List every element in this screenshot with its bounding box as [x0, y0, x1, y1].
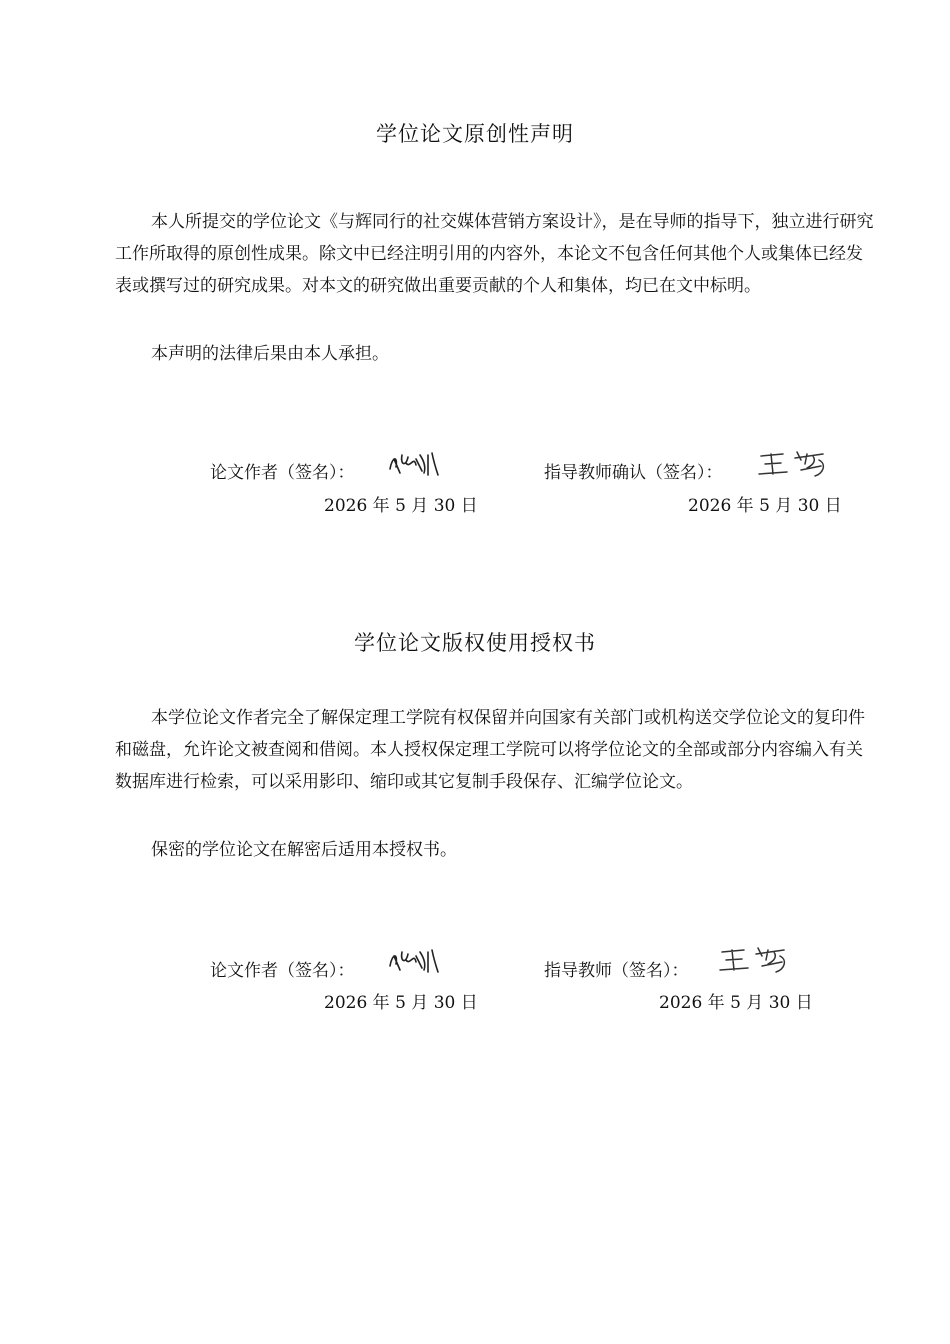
- advisor-signature-icon: [718, 942, 792, 976]
- declaration-author-date: 2026 年 5 月 30 日: [324, 496, 478, 516]
- authorization-author-label: 论文作者（签名）：: [210, 961, 355, 981]
- authorization-paragraph-1: 本学位论文作者完全了解保定理工学院有权保留并向国家有关部门或机构送交学位论文的复印件和磁盘，允许论文被查阅和借阅。本人授权保定理工学院可以将学位论文的全部或部分内容编入有关数据库进行检索，可以采用影印、缩印或其它复制手段保存、汇编学位论文。: [115, 708, 865, 792]
- declaration-paragraph-2: 本声明的法律后果由本人承担。: [151, 344, 389, 364]
- declaration-title: 学位论文原创性声明: [376, 122, 574, 146]
- author-signature-icon: [386, 447, 442, 479]
- declaration-author-label: 论文作者（签名）：: [210, 463, 355, 483]
- declaration-paragraph-1: 本人所提交的学位论文《与辉同行的社交媒体营销方案设计》，是在导师的指导下，独立进行研究工作所取得的原创性成果。除文中已经注明引用的内容外，本论文不包含任何其他个人或集体已经发表或撰写过的研究成果。对本文的研究做出重要贡献的个人和集体，均已在文中标明。: [115, 212, 874, 296]
- authorization-title: 学位论文版权使用授权书: [354, 631, 596, 655]
- authorization-advisor-label: 指导教师（签名）：: [544, 961, 689, 981]
- declaration-advisor-label: 指导教师确认（签名）：: [544, 463, 723, 483]
- authorization-author-date: 2026 年 5 月 30 日: [324, 993, 478, 1013]
- declaration-advisor-date: 2026 年 5 月 30 日: [688, 496, 842, 516]
- authorization-advisor-date: 2026 年 5 月 30 日: [659, 993, 813, 1013]
- author-signature-icon: [386, 944, 442, 976]
- authorization-paragraph-2: 保密的学位论文在解密后适用本授权书。: [151, 840, 457, 860]
- advisor-signature-icon: [757, 446, 831, 480]
